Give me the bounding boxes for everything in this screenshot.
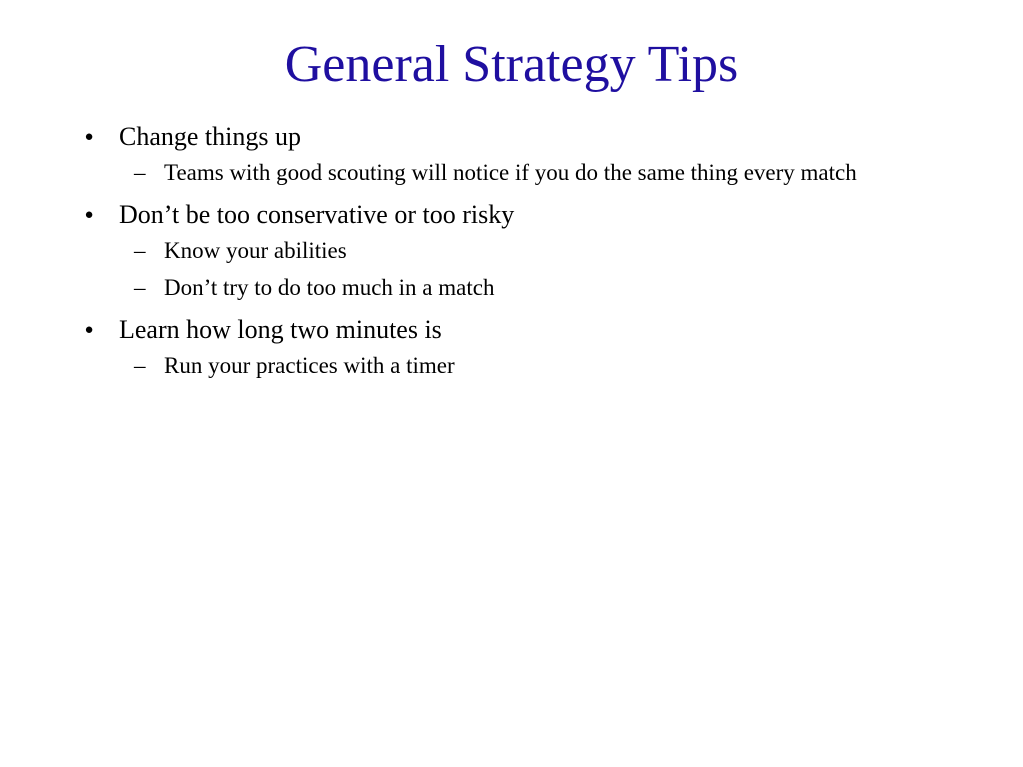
- bullet-text: Learn how long two minutes is: [119, 315, 442, 344]
- sub-bullet-list: [119, 235, 962, 304]
- dash-icon: –: [134, 160, 146, 185]
- dash-icon: –: [134, 353, 146, 378]
- sub-bullet-list: [119, 157, 962, 189]
- sub-bullet-text: Know your abilities: [164, 238, 347, 263]
- bullet-icon: ●: [84, 207, 94, 223]
- bullet-point: [82, 119, 962, 189]
- sub-bullet-text: Don’t try to do too much in a match: [164, 275, 495, 300]
- bullet-icon: ●: [84, 322, 94, 338]
- bullet-text: Change things up: [119, 122, 301, 151]
- slide-title: General Strategy Tips: [284, 36, 739, 93]
- sub-bullet-point: [119, 350, 962, 382]
- bullet-point: [82, 312, 962, 382]
- sub-bullet-point: [119, 157, 962, 189]
- bullet-list: [82, 119, 962, 390]
- sub-bullet-text: Run your practices with a timer: [164, 353, 455, 378]
- sub-bullet-list: [119, 350, 962, 382]
- sub-bullet-text: Teams with good scouting will notice if you do the same thing every match: [164, 160, 857, 185]
- bullet-icon: ●: [84, 129, 94, 145]
- dash-icon: –: [134, 238, 146, 263]
- sub-bullet-point: [119, 235, 962, 267]
- dash-icon: –: [134, 275, 146, 300]
- sub-bullet-point: [119, 272, 962, 304]
- bullet-text: Don’t be too conservative or too risky: [119, 200, 515, 229]
- bullet-point: [82, 197, 962, 304]
